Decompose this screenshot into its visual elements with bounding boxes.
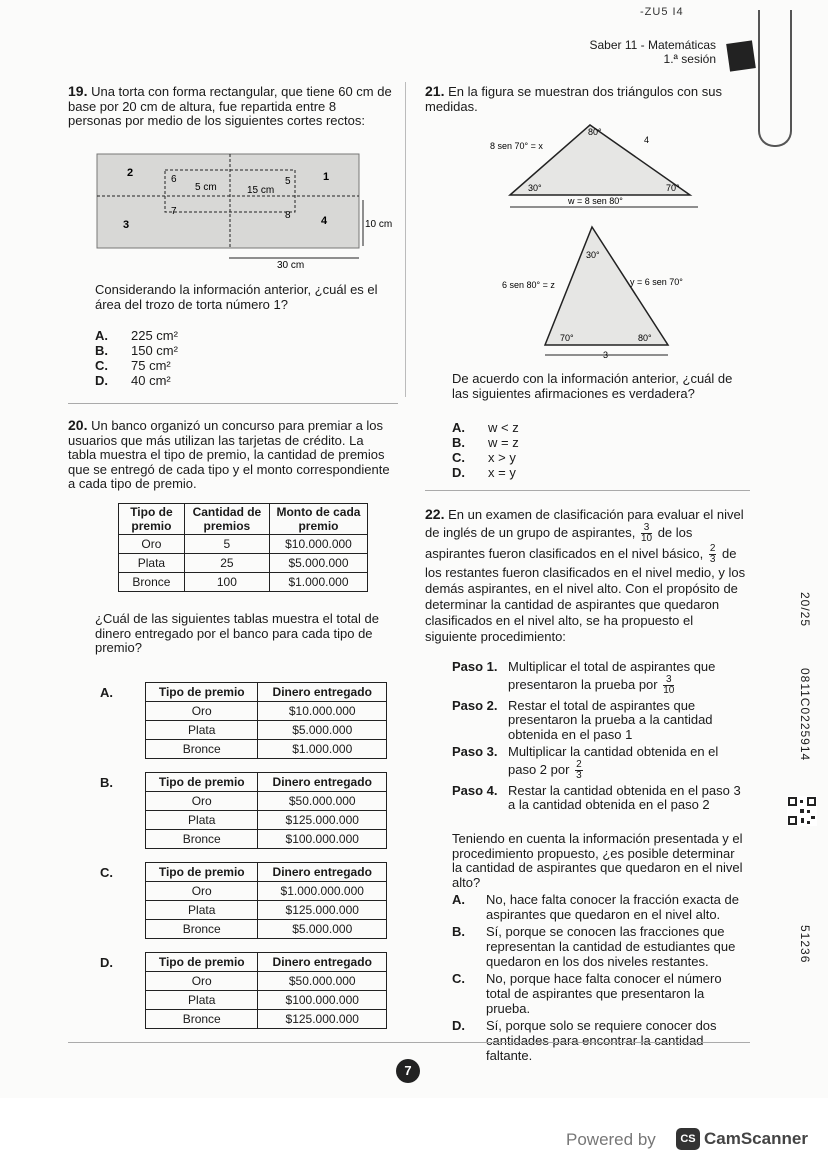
- q19-cake-figure: [95, 150, 395, 270]
- q22-number: 22.: [425, 506, 445, 522]
- piece-3: 3: [123, 219, 130, 231]
- side-code-number: 51236: [798, 925, 812, 964]
- powered-by-label: Powered by: [566, 1130, 656, 1149]
- side-code-id: 0811C0225914: [798, 668, 812, 762]
- header-subject: Saber 11 - Matemáticas: [589, 38, 716, 52]
- q19-option-c[interactable]: C. 75 cm²: [95, 358, 171, 373]
- table-row: Bronce $125.000.000: [146, 1010, 387, 1029]
- piece-8: 8: [285, 210, 291, 221]
- table-row: Bronce $1.000.000: [146, 740, 387, 759]
- step-3-fraction: $\frac{2}{3}$: [576, 758, 582, 781]
- q20-data-table: [118, 503, 368, 592]
- q20-option-c-letter[interactable]: C.: [100, 865, 113, 880]
- t2-top-angle: 30°: [586, 250, 600, 260]
- q20-option-b-letter[interactable]: B.: [100, 775, 113, 790]
- piece-6: 6: [171, 174, 177, 185]
- header-session: 1.ª sesión: [663, 52, 716, 66]
- q22-fraction-1: $\frac{3}{10}$: [640, 522, 653, 544]
- q20-option-b-table[interactable]: Tipo de premio Dinero entregado Oro $50.000.000 Plata $125.000.000 Bronce $100.000.000: [145, 772, 387, 849]
- q20-question: ¿Cuál de las siguientes tablas muestra el total de dinero entregado por el banco para cada tipo de premio?: [95, 611, 379, 655]
- t2-base-label: 3: [603, 350, 609, 360]
- t1-x-label: 8 sen 70° = x: [490, 141, 543, 151]
- q22-option-c[interactable]: C. No, porque hace falta conocer el número total de aspirantes que presentaron la prueba.: [452, 971, 722, 1016]
- header-logo-icon: [726, 40, 756, 71]
- step-4: Paso 4. Restar la cantidad obtenida en el paso 3 a la cantidad obtenida en el paso 2: [452, 782, 741, 812]
- table-row: Oro $50.000.000: [146, 792, 387, 811]
- piece-2: 2: [127, 167, 134, 179]
- q21-option-b[interactable]: B. w = z: [452, 435, 519, 450]
- divider-19-20: [68, 403, 398, 404]
- table-row: Plata $5.000.000: [146, 721, 387, 740]
- q21-option-a[interactable]: A. w < z: [452, 420, 519, 435]
- q22-option-b[interactable]: B. Sí, porque se conocen las fracciones que representan la cantidad de estudiantes que quedaron en los dos niveles restantes.: [452, 924, 736, 969]
- table-row: Bronce $100.000.000: [146, 830, 387, 849]
- qr-code-icon: [787, 796, 817, 826]
- label-5cm: 5 cm: [195, 182, 217, 193]
- q22-option-d[interactable]: D. Sí, porque solo se requiere conocer dos cantidades para encontrar la cantidad faltante.: [452, 1018, 717, 1063]
- table-row: Plata 25 $5.000.000: [119, 554, 368, 573]
- table-row: Oro $1.000.000.000: [146, 882, 387, 901]
- t2-left-angle: 70°: [560, 333, 574, 343]
- step-1-fraction: $\frac{3}{10}$: [663, 673, 675, 696]
- label-10cm: 10 cm: [365, 219, 393, 230]
- q22-fraction-2: $\frac{2}{3}$: [709, 543, 716, 565]
- table-row: Oro $10.000.000: [146, 702, 387, 721]
- page-header: [590, 38, 717, 66]
- question-19: [68, 84, 392, 129]
- q19-option-d[interactable]: D. 40 cm²: [95, 373, 171, 388]
- piece-5: 5: [285, 176, 291, 187]
- q20-statement: Un banco organizó un concurso para premiar a los usuarios que más utilizan las tarjetas de crédito. La tabla muestra el tipo de premio, la cantidad de premios que se entregó de cada tipo y el monto correspondiente a cada tipo de premio.: [68, 418, 390, 491]
- label-15cm: 15 cm: [247, 185, 275, 196]
- q20-option-a-table[interactable]: Tipo de premio Dinero entregado Oro $10.000.000 Plata $5.000.000 Bronce $1.000.000: [145, 682, 387, 759]
- camscanner-logo-icon: CS: [676, 1128, 700, 1150]
- camscanner-name: CamScanner: [704, 1129, 808, 1148]
- t1-top-angle: 80°: [588, 127, 602, 137]
- q19-statement: Una torta con forma rectangular, que tiene 60 cm de base por 20 cm de altura, fue repartida entre 8 personas por medio de los siguientes cortes rectos:: [68, 84, 392, 128]
- q21-options: [452, 420, 519, 480]
- cake-body: [97, 154, 359, 248]
- bottom-divider: [68, 1042, 750, 1043]
- q20-option-d-table[interactable]: Tipo de premio Dinero entregado Oro $50.000.000 Plata $100.000.000 Bronce $125.000.000: [145, 952, 387, 1029]
- top-code: -ZU5 I4: [640, 6, 684, 18]
- q19-option-b[interactable]: B. 150 cm²: [95, 343, 178, 358]
- q20-option-c-table[interactable]: Tipo de premio Dinero entregado Oro $1.000.000.000 Plata $125.000.000 Bronce $5.000.000: [145, 862, 387, 939]
- label-30cm: 30 cm: [277, 260, 305, 270]
- table-row: Plata $100.000.000: [146, 991, 387, 1010]
- table-row: Bronce $5.000.000: [146, 920, 387, 939]
- table-row: Bronce 100 $1.000.000: [119, 573, 368, 592]
- t2-right-side: y = 6 sen 70°: [630, 277, 683, 287]
- table-row: Oro $50.000.000: [146, 972, 387, 991]
- piece-7: 7: [171, 206, 177, 217]
- page-number: 7: [396, 1059, 420, 1083]
- t1-left-angle: 30°: [528, 183, 542, 193]
- t1-right-angle: 70°: [666, 183, 680, 193]
- q21-statement: En la figura se muestran dos triángulos con sus medidas.: [425, 84, 722, 114]
- q21-question: De acuerdo con la información anterior, ¿cuál de las siguientes afirmaciones es verdadera?: [452, 371, 733, 401]
- q22-steps: [452, 660, 748, 813]
- piece-1: 1: [323, 171, 330, 183]
- q22-question: Teniendo en cuenta la información presentada y el procedimiento propuesto, ¿es posible determinar la cantidad de aspirantes que quedaron en el nivel alto?: [452, 831, 743, 890]
- q20-option-d-letter[interactable]: D.: [100, 955, 113, 970]
- table-row: Oro 5 $10.000.000: [119, 535, 368, 554]
- q19-options: [95, 328, 178, 388]
- step-3: Paso 3. Multiplicar la cantidad obtenida en el paso 2 por $\frac{2}{3}$: [452, 744, 719, 781]
- question-21: [425, 84, 745, 114]
- q21-number: 21.: [425, 83, 445, 99]
- column-separator: [405, 82, 406, 397]
- q19-question: Considerando la información anterior, ¿cuál es el área del trozo de torta número 1?: [95, 282, 378, 312]
- step-2: Paso 2. Restar el total de aspirantes que presentaron la prueba a la cantidad obtenida en el paso 1: [452, 697, 713, 742]
- q22-options: [452, 892, 748, 1063]
- q19-option-a[interactable]: A. 225 cm²: [95, 328, 178, 343]
- q21-option-d[interactable]: D. x = y: [452, 465, 516, 480]
- paper-clip-icon: [758, 10, 792, 147]
- q20-table-header: Tipo de premio Cantidad de premios Monto de cada premio: [119, 504, 368, 535]
- step-1: Paso 1. Multiplicar el total de aspirantes que presentaron la prueba por $\frac{3}{10}$: [452, 659, 716, 696]
- q21-option-c[interactable]: C. x > y: [452, 450, 516, 465]
- t2-right-angle: 80°: [638, 333, 652, 343]
- divider-21-22: [425, 490, 750, 491]
- q20-number: 20.: [68, 417, 88, 433]
- question-20: [68, 418, 392, 492]
- table-row: Plata $125.000.000: [146, 811, 387, 830]
- question-22: 22. En un examen de clasificación para evaluar el nivel de inglés de un grupo de aspirantes, $\frac{3}{10}$ de los aspirantes fueron clasificados en el nivel básico, $\frac{2}{3}$ de los restantes fueron clasificados en el nivel medio, y los demás aspirantes, en el nivel alto. Con el propósito de determinar la cantidad de aspirantes que quedaron clasificados en el nivel alto, se ha propuesto el siguiente procedimiento:: [425, 506, 746, 644]
- piece-4: 4: [321, 215, 328, 227]
- q19-number: 19.: [68, 83, 88, 99]
- t1-base-label: w = 8 sen 80°: [568, 196, 623, 206]
- q21-triangles-figure: [440, 115, 740, 365]
- table-row: Plata $125.000.000: [146, 901, 387, 920]
- side-code-pages: 20/25: [798, 592, 812, 628]
- t1-side: 4: [644, 135, 650, 145]
- t2-left-side: 6 sen 80° = z: [502, 280, 555, 290]
- q20-option-a-letter[interactable]: A.: [100, 685, 113, 700]
- q22-option-a[interactable]: A. No, hace falta conocer la fracción exacta de aspirantes que quedaron en el nivel alto.: [452, 892, 739, 922]
